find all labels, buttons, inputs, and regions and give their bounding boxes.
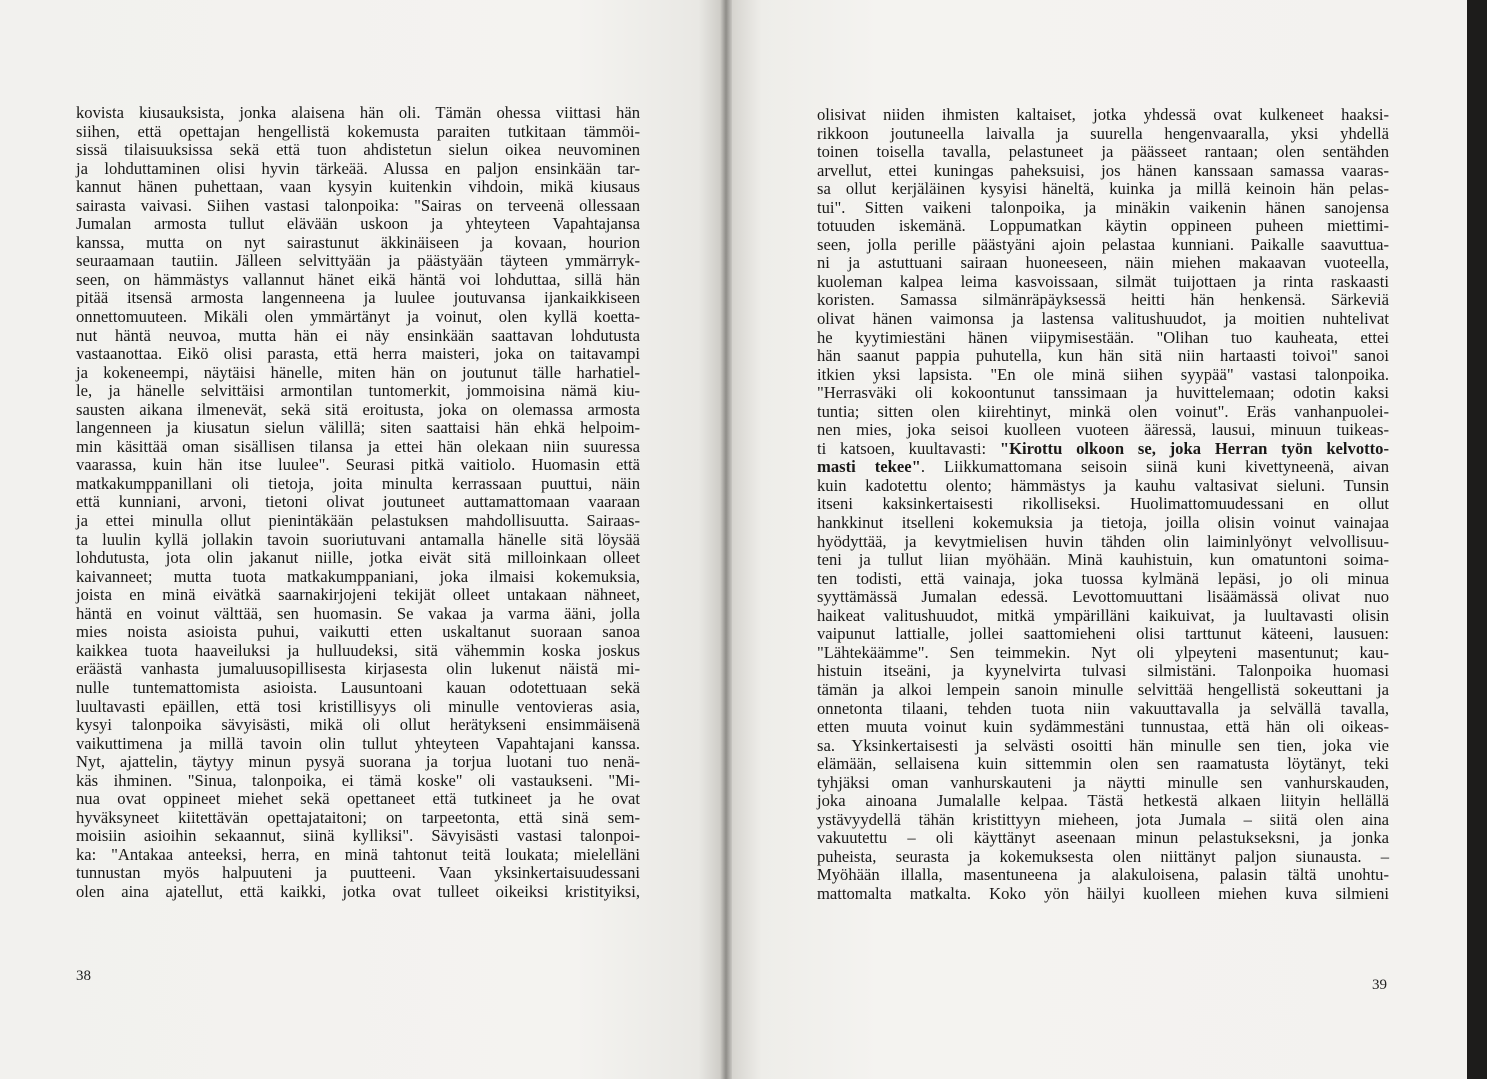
left-page <box>0 0 720 1079</box>
text-line: hyväksyneet kiitettävän opettajataitoni; on tarpeetonta, että sinä sem- <box>76 807 640 827</box>
text-line: itkien yksi lapsista. "En ole minä siihen syypää" vastasi talonpoika. <box>817 364 1389 384</box>
text-line: teni ja tullut liian myöhään. Minä kauhistuin, kun omatuntoni soima- <box>817 550 1389 570</box>
text-line: min käsittää oman sisällisen tilansa ja ettei hän olekaan niin suuressa <box>76 436 640 456</box>
text-line: koristen. Samassa silmänräpäyksessä heitti hän henkensä. Särkeviä <box>817 290 1389 310</box>
text-line: ni ja astuttuani sairaan huoneeseen, näin miehen makaavan vuoteella, <box>817 253 1389 273</box>
text-line: nulle tuntemattomista asioista. Lausuntoani kauan odotettuaan sekä <box>76 677 640 697</box>
text-line: he kyytimiestäni hänen viipymisestään. "Olihan tuo kauheata, ettei <box>817 327 1389 347</box>
text-line: mies noista asioista puhui, vaikutti etten uskaltanut suoraan sanoa <box>76 622 640 642</box>
text-line: luultavasti epäillen, että tosi kristillisyys oli minulle ventovieras asia, <box>76 696 640 716</box>
text-line: langenneen ja kiusatun sielun välillä; siten saattaisi hän ehkä helpoim- <box>76 418 640 438</box>
text-line: "Herrasväki oli kokoontunut tanssimaan ja huvittelemaan; odotin kaksi <box>817 383 1389 403</box>
text-line: nua ovat oppineet miehet sekä opettaneet että tutkineet ja he ovat <box>76 789 640 809</box>
text-line: ten todisti, että vainaja, joka tuossa kylmänä lepäsi, jo oli minua <box>817 568 1389 588</box>
text-line: vaipunut lattialle, jollei saattomieheni olisi tarttunut käteeni, lausuen: <box>817 624 1389 644</box>
text-line: siihen, että opettajan hengellistä kokemusta paraiten tutkitaan tämmöi- <box>76 121 640 141</box>
page-number-right: 39 <box>1372 977 1387 993</box>
text-line-mixed <box>817 440 1389 459</box>
text-line: le, ja hänelle selvittäisi armontilan tuntomerkit, jommoisina nämä kiu- <box>76 381 640 401</box>
text-line: ja lohduttaminen olisi hyvin tärkeää. Alussa en paljon ensinkään tar- <box>76 158 640 178</box>
text-line: kaivanneet; mutta tuota matkakumppaniani, joka ilmaisi kokemuksia, <box>76 566 640 586</box>
text-line: haikeat valitushuudot, mitkä ympärilläni kaikuivat, ja luultavasti olisin <box>817 605 1389 625</box>
text-line: lohdutusta, jota olin jakanut niille, jotka eivät sitä milloinkaan olleet <box>76 548 640 568</box>
text-line: moisiin asioihin sekaannut, siinä kylliksi". Sävyisästi vastasi talonpoi- <box>76 826 640 846</box>
text-line: histuin itseäni, ja kyynelvirta tulvasi silmistäni. Talonpoika huomasi <box>817 661 1389 681</box>
text-line: elämään, sellaisena kuin sittemmin olen sen raamatusta löytänyt, teki <box>817 754 1389 774</box>
text-line: Jumalan armosta tullut elävään uskoon ja yhteyteen Vapahtajansa <box>76 214 640 234</box>
right-page <box>732 0 1467 1079</box>
text-line: itseni kaksinkertaisesti rikolliseksi. Huolimattomuudessani en ollut <box>817 494 1389 514</box>
text-line: tuntia; sitten olen kiirehtinyt, minkä olen voinut". Eräs vanhanpuolei- <box>817 401 1389 421</box>
text-line: pitää itsensä armosta langenneena ja luulee joutuvansa ijankaikkiseen <box>76 288 640 308</box>
text-line: nut häntä neuvoa, mutta hän ei näy ensinkään saattavan lohdutusta <box>76 325 640 345</box>
text-line: arvellut, ettei kuningas paheksuisi, jos hänen kanssaan samassa vaaras- <box>817 160 1389 180</box>
text-line: Nyt, ajattelin, täytyy minun pysyä suorana ja torjua luotani tuo nenä- <box>76 752 640 772</box>
text-line: olen aina ajatellut, että kaikki, jotka ovat tulleet oikeiksi kristityiksi, <box>76 881 640 901</box>
text-line: että kunniani, arvoni, tietoni olivat joutuneet auttamattomaan vaaraan <box>76 492 640 512</box>
text-line: ja kokeneempi, näytäisi hänelle, miten hän on joutunut tälle harhatiel- <box>76 362 640 382</box>
text-line: kuoleman kalpea leima kasvoissaan, silmät tuijottaen ja rinta raskaasti <box>817 271 1389 291</box>
text-line: joka ainoana Jumalalle kelpaa. Tästä hetkestä alkaen liityin hellällä <box>817 791 1389 811</box>
page-number-left: 38 <box>76 968 91 984</box>
text-line: vakuutettu – oli käyttänyt aseenaan minun pelastukseksni, ja jonka <box>817 828 1389 848</box>
text-line: kovista kiusauksista, jonka alaisena hän oli. Tämän ohessa viittasi hän <box>76 103 640 122</box>
text-line: joista en minä eivätkä saarnakirjojeni tekijät olleet untakaan nähneet, <box>76 585 640 605</box>
text-line: sausten aikana ilmenevät, sekä sitä eroitusta, joka on olemassa armosta <box>76 399 640 419</box>
text-line: olivat hänen vaimonsa ja lastensa valitushuudot, ja moitien nuhtelivat <box>817 309 1389 329</box>
text-line: Myöhään illalla, masentuneena ja alakuloisena, palasin tältä unohtu- <box>817 865 1389 885</box>
text-line: tämän ja alkoi lempein sanoin minulle selvittää hengellistä sokeuttani ja <box>817 679 1389 699</box>
text-line: seen, on hämmästys vallannut hänet eikä häntä voi lohduttaa, sillä hän <box>76 269 640 289</box>
text-line: hän saanut pappia puhutella, kun hän sitä niin hartaasti toivoi" sanoi <box>817 346 1389 366</box>
text-line: mattomalta matkalta. Koko yön häilyi kuolleen miehen kuva silmieni <box>817 883 1389 903</box>
book-cover-edge <box>1467 0 1487 1079</box>
text-line: tunnustan myös halpuuteni ja puutteeni. Vaan yksinkertaisuudessani <box>76 863 640 883</box>
text-line: häntä en voinut välttää, sen huomasin. Se vakaa ja varma ääni, jolla <box>76 603 640 623</box>
text-line: toinen toisella tavalla, pelastuneet ja päässeet rantaan; olen sentähden <box>817 142 1389 162</box>
text-line: sa. Yksinkertaisesti ja selvästi osoitti hän minulle sen tien, joka vie <box>817 735 1389 755</box>
text-line: etten muuta voinut kuin sydämmestäni tunnustaa, että hän oli oikeas- <box>817 717 1389 737</box>
text-line: onnetonta tilaani, tehden tuota niin vakuuttavalla ja selvällä tavalla, <box>817 698 1389 718</box>
text-run: ti katsoen, kuultavasti: <box>817 438 1000 458</box>
text-line: kanssa, mutta on nyt sairastunut äkkinäiseen ja kovaan, hourion <box>76 232 640 252</box>
text-line: hyödyttää, ja kevytmielisen huvin tähden olin laiminlyönyt velvollisuu- <box>817 531 1389 551</box>
text-line: seen, jolla perille päästyäni ajoin pelastaa kunniani. Paikalle saavuttua- <box>817 234 1389 254</box>
left-page-body <box>76 104 640 902</box>
text-line: sissä tilaisuuksissa sekä että tuon ahdistetun sielun oikea neuvominen <box>76 140 640 160</box>
text-line: totuuden iskemänä. Loppumatkan käytin oppineen puheen miettimi- <box>817 216 1389 236</box>
text-line: vastaanottaa. Eikö olisi parasta, että herra maisteri, joka on taitavampi <box>76 344 640 364</box>
text-line: ystävyydellä tähän kristittyyn mieheen, jota Jumala – siitä olen aina <box>817 809 1389 829</box>
text-line: sa ollut kerjäläinen kysyisi häneltä, kuinka ja millä keinoin hän pelas- <box>817 179 1389 199</box>
text-line: ja ettei minulla ollut pienintäkään pelastuksen mahdollisuutta. Sairaas- <box>76 511 640 531</box>
book-gutter <box>720 0 732 1079</box>
text-line: vaikuttimena ja millä tavoin olin tullut yhteyteen Vapahtajani kanssa. <box>76 733 640 753</box>
text-line-mixed <box>817 458 1389 477</box>
text-line: kaikkea tuota haaveiluksi ja hulluudeksi, sitä vähemmin koska joskus <box>76 640 640 660</box>
text-line: käs ihminen. "Sinua, talonpoika, ei tämä koske" oli vastaukseni. "Mi- <box>76 770 640 790</box>
text-line: puheista, seurasta ja kokemuksesta olen niittänyt paljon siunausta. – <box>817 846 1389 866</box>
text-line: rikkoon joutuneella laivalla ja suurella hengenvaaralla, yksi yhdellä <box>817 123 1389 143</box>
text-line: eräästä vanhasta jumaluusopillisesta kirjasesta olin lukenut näistä mi- <box>76 659 640 679</box>
text-line: kannut hänen puhettaan, vaan kysyin kuitenkin vihdoin, mikä kiusaus <box>76 177 640 197</box>
text-line: olisivat niiden ihmisten kaltaiset, jotka yhdessä ovat kulkeneet haaksi- <box>817 105 1389 124</box>
text-line: matkakumppanillani oli tietoja, joita minulta kerrassaan puuttui, näin <box>76 473 640 493</box>
text-line: kysyi talonpoika sävyisästi, mikä oli ollut herätykseni ensimmäisenä <box>76 715 640 735</box>
text-line: nen mies, joka seisoi kuolleen vuoteen ääressä, lausui, minuun tuikeas- <box>817 420 1389 440</box>
bold-quote: "Kirottu olkoon se, joka Herran työn kelvotto- <box>999 438 1389 458</box>
text-line: "Lähtekäämme". Sen teimmekin. Nyt oli ylpeyteni masentunut; kau- <box>817 642 1389 662</box>
text-line: tyhjäksi oman vanhurskauteni ja näytti minulle sen vanhurskauden, <box>817 772 1389 792</box>
text-line: vaarassa, kuin hän itse luulee". Seurasi pitkä vaitiolo. Huomasin että <box>76 455 640 475</box>
text-line: kuin kadotettu olento; hämmästys ja kauhu valtasivat sieluni. Tunsin <box>817 475 1389 495</box>
bold-quote: masti tekee" <box>817 457 921 477</box>
text-line: onnettomuuteen. Mikäli olen ymmärtänyt ja voinut, olen kyllä koetta- <box>76 307 640 327</box>
text-line: sairasta vaivasi. Siihen vastasi talonpoika: "Sairas on terveenä ollessaan <box>76 195 640 215</box>
text-line: ka: "Antakaa anteeksi, herra, en minä tahtonut teitä loukata; mielelläni <box>76 844 640 864</box>
right-page-body <box>817 106 1389 904</box>
text-line: seuraamaan tautiin. Jälleen selvittyään ja päästyään täyteen ymmärryk- <box>76 251 640 271</box>
text-line: ta luulin kyllä jollakin tavoin suoriutuvani antamalla hänelle sitä löysää <box>76 529 640 549</box>
text-run: . Liikkumattomana seisoin siinä kuni kivettyneenä, aivan <box>920 457 1389 477</box>
text-line: hankkinut itselleni kokemuksia ja tietoja, joilla olisin voinut vainajaa <box>817 513 1389 533</box>
text-line: tui". Sitten vaikeni talonpoika, ja minäkin vaikenin hänen sanojensa <box>817 197 1389 217</box>
text-line: syyttämässä Jumalan edessä. Levottomuuttani lisäämässä olivat nuo <box>817 587 1389 607</box>
